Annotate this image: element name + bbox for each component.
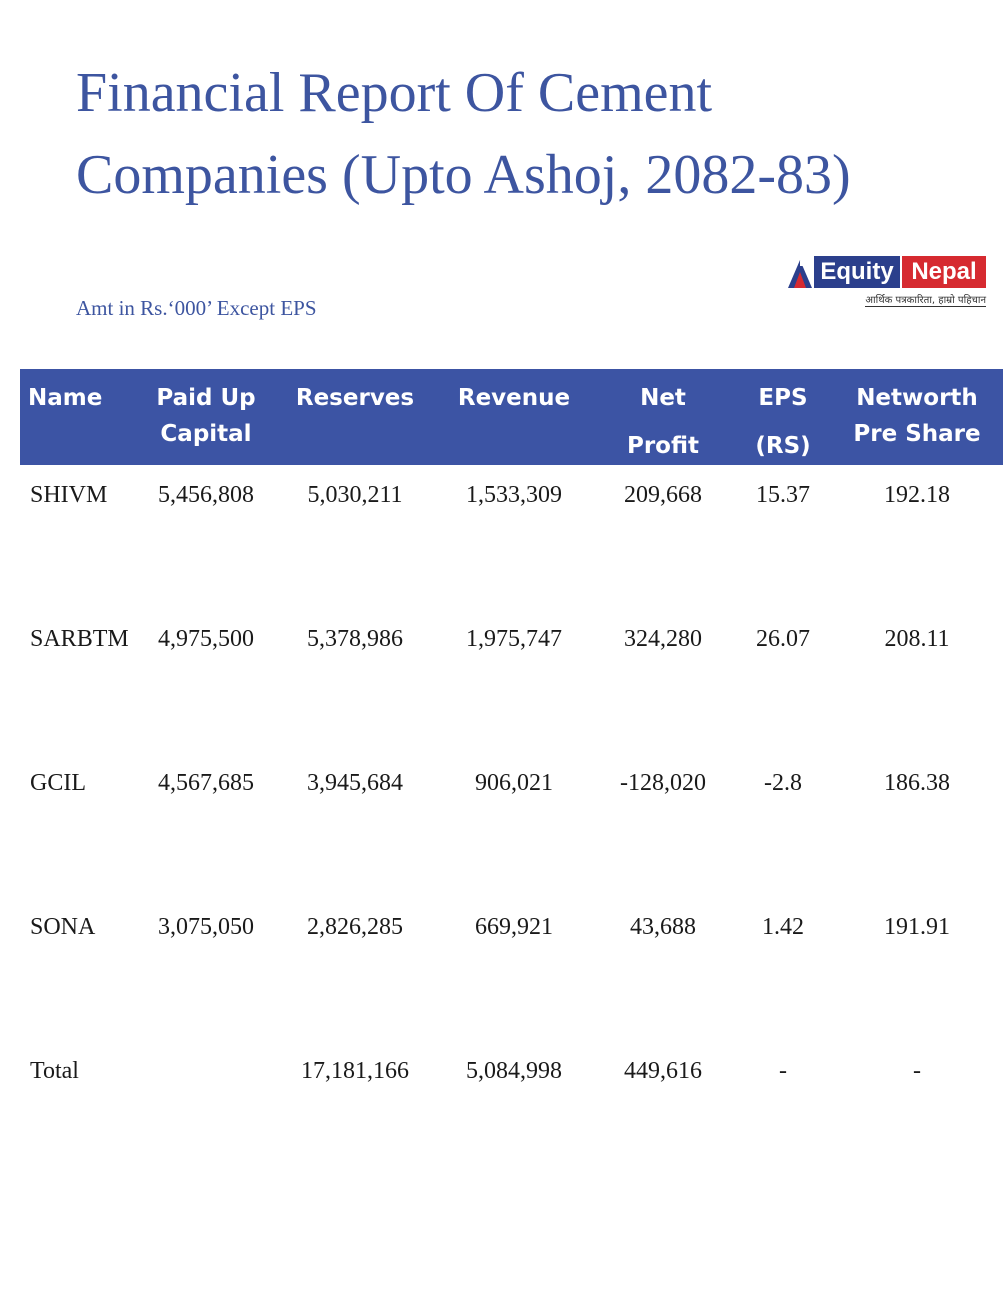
cell-reserves: 17,181,166: [301, 1058, 409, 1084]
cell-networth: -: [913, 1058, 921, 1084]
cell-net-profit: 449,616: [624, 1058, 702, 1084]
header-networth-line2: Pre Share: [853, 421, 981, 447]
cell-paid-up: 3,075,050: [158, 914, 254, 940]
cell-paid-up: 4,567,685: [158, 770, 254, 796]
table-row: [0, 907, 1008, 947]
header-networth-line1: Networth: [856, 385, 978, 411]
header-reserves: Reserves: [295, 385, 415, 411]
cell-revenue: 1,975,747: [466, 626, 562, 652]
amount-unit-note: Amt in Rs.‘000’ Except EPS: [76, 296, 317, 320]
cell-net-profit: -128,020: [620, 770, 706, 796]
header-net-profit-line2: Profit: [626, 433, 700, 459]
header-name: Name: [28, 385, 103, 411]
cell-revenue: 669,921: [475, 914, 553, 940]
table-row: [0, 475, 1008, 515]
table-row: [0, 763, 1008, 803]
logo-tagline: आर्थिक पत्रकारिता, हाम्रो पहिचान: [865, 292, 986, 307]
cell-paid-up: 4,975,500: [158, 626, 254, 652]
header-paid-up-line2: Capital: [160, 421, 252, 447]
cell-networth: 186.38: [884, 770, 950, 796]
cell-name: GCIL: [30, 770, 86, 796]
cell-eps: 1.42: [762, 914, 804, 940]
cell-net-profit: 209,668: [624, 482, 702, 508]
cell-eps: -2.8: [764, 770, 802, 796]
cell-reserves: 2,826,285: [307, 914, 403, 940]
table-row: [0, 619, 1008, 659]
logo-equity-text: Equity: [814, 256, 900, 288]
cell-name: SARBTM: [30, 626, 129, 652]
cell-paid-up: 5,456,808: [158, 482, 254, 508]
table-total-row: [0, 1051, 1008, 1091]
cell-eps: -: [779, 1058, 787, 1084]
header-paid-up-line1: Paid Up: [156, 385, 256, 411]
cell-networth: 192.18: [884, 482, 950, 508]
table-header: [20, 369, 1003, 465]
logo-nepal-text: Nepal: [902, 256, 986, 288]
cell-revenue: 906,021: [475, 770, 553, 796]
cell-net-profit: 324,280: [624, 626, 702, 652]
header-net-profit-line1: Net: [640, 385, 686, 411]
equity-nepal-logo: [786, 254, 990, 310]
cell-revenue: 5,084,998: [466, 1058, 562, 1084]
header-eps-line2: (RS): [755, 433, 811, 459]
cell-name: SHIVM: [30, 482, 108, 508]
cell-eps: 26.07: [756, 626, 810, 652]
header-eps-line1: EPS: [758, 385, 808, 411]
mountain-flag-icon: [786, 256, 814, 290]
cell-name: SONA: [30, 914, 96, 940]
cell-revenue: 1,533,309: [466, 482, 562, 508]
cell-networth: 191.91: [884, 914, 950, 940]
cell-reserves: 3,945,684: [307, 770, 403, 796]
cell-networth: 208.11: [884, 626, 950, 652]
page-title: Financial Report Of Cement Companies (Upto Ashoj, 2082-83): [76, 62, 851, 206]
cell-reserves: 5,030,211: [307, 482, 403, 508]
cell-reserves: 5,378,986: [307, 626, 403, 652]
cell-eps: 15.37: [756, 482, 810, 508]
cell-net-profit: 43,688: [630, 914, 696, 940]
cell-name: Total: [30, 1058, 79, 1084]
header-revenue: Revenue: [457, 385, 571, 411]
